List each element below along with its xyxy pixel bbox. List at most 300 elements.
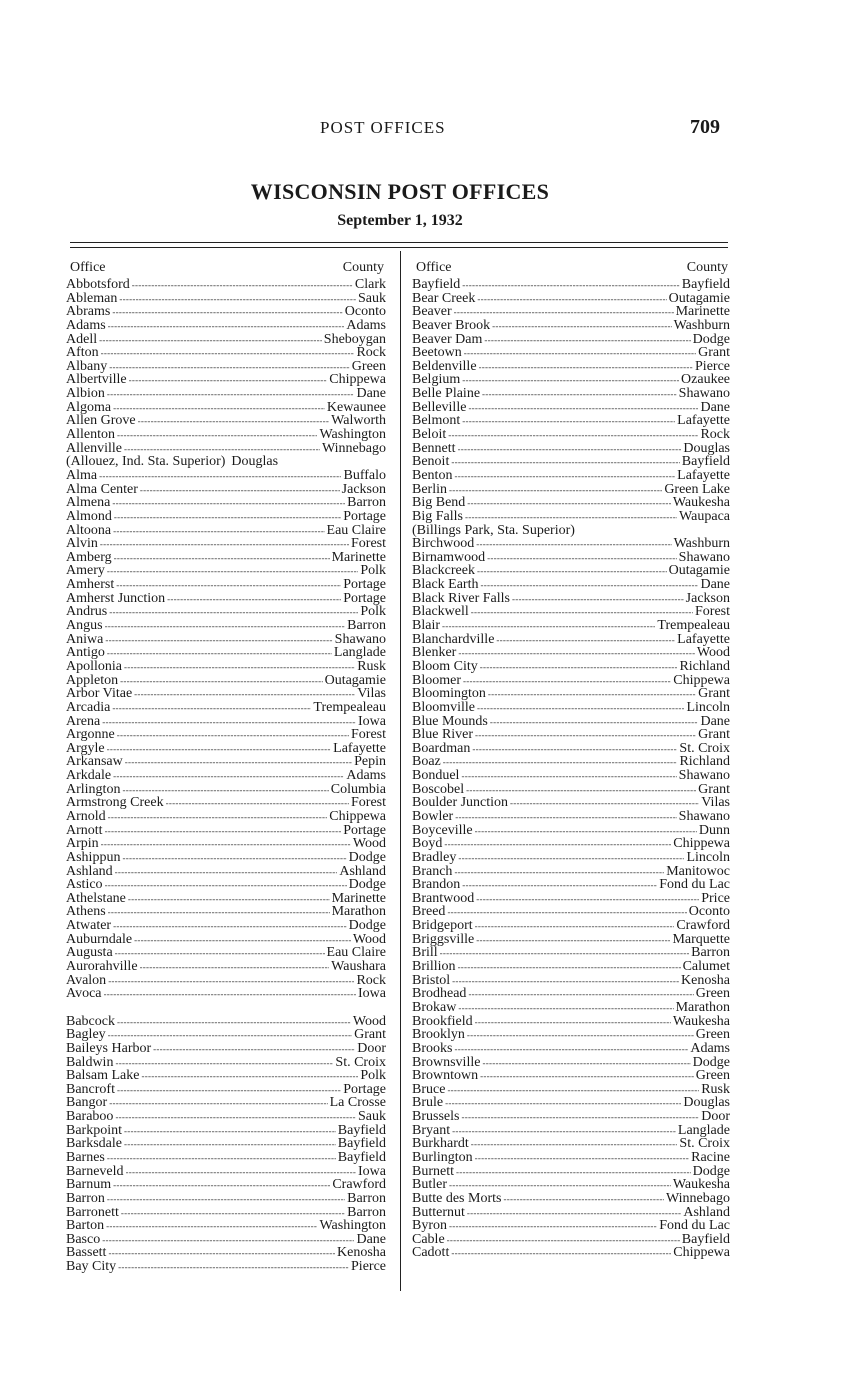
dot-leader bbox=[109, 605, 358, 620]
county-name: Outagamie bbox=[324, 672, 386, 688]
list-item bbox=[412, 796, 730, 810]
list-item bbox=[412, 905, 730, 919]
county-name: St. Croix bbox=[335, 1054, 386, 1070]
county-name: Grant bbox=[698, 345, 730, 361]
dot-leader bbox=[104, 987, 357, 1002]
dot-leader bbox=[449, 1219, 657, 1234]
county-name: Outagamie bbox=[668, 563, 730, 579]
office-name: Beetown bbox=[412, 345, 462, 361]
list-item bbox=[412, 810, 730, 824]
county-name: Fond du Lac bbox=[659, 877, 730, 893]
office-name: Beldenville bbox=[412, 358, 477, 374]
dot-leader bbox=[475, 919, 675, 934]
list-item bbox=[66, 810, 386, 824]
county-name: Eau Claire bbox=[326, 522, 386, 538]
county-name: Marathon bbox=[675, 999, 730, 1015]
list-item bbox=[412, 1233, 730, 1247]
office-name: Blair bbox=[412, 618, 440, 634]
dot-leader bbox=[106, 1219, 317, 1234]
county-name: Rock bbox=[700, 427, 730, 443]
county-name: Shawano bbox=[334, 631, 386, 647]
county-name: Green bbox=[695, 1068, 730, 1084]
list-item bbox=[66, 360, 386, 374]
county-name: Waushara bbox=[331, 959, 386, 975]
office-name: Boscobel bbox=[412, 781, 465, 797]
list-item bbox=[412, 674, 730, 688]
office-name: Barronett bbox=[66, 1204, 119, 1220]
dot-leader bbox=[108, 1246, 335, 1261]
office-name: Benoit bbox=[412, 454, 450, 470]
dot-leader bbox=[487, 551, 677, 566]
list-item bbox=[66, 769, 386, 783]
dot-leader bbox=[107, 564, 358, 579]
office-name: Boyd bbox=[412, 836, 443, 852]
dot-leader bbox=[484, 333, 690, 348]
list-item bbox=[66, 469, 386, 483]
office-name: Cable bbox=[412, 1231, 445, 1247]
dot-leader bbox=[141, 1069, 358, 1084]
county-name: Rock bbox=[356, 972, 386, 988]
list-item bbox=[412, 551, 730, 565]
county-name: Forest bbox=[351, 536, 386, 552]
dot-leader bbox=[477, 292, 666, 307]
dot-leader bbox=[113, 401, 325, 416]
dot-leader bbox=[461, 1110, 699, 1125]
office-name: Angus bbox=[66, 618, 103, 634]
county-name: Bayfield bbox=[681, 1231, 730, 1247]
dot-leader bbox=[444, 837, 671, 852]
dot-leader bbox=[447, 1083, 699, 1098]
dot-leader bbox=[456, 1165, 691, 1180]
office-name: Burnett bbox=[412, 1163, 454, 1179]
list-item bbox=[412, 851, 730, 865]
list-item bbox=[412, 1015, 730, 1029]
county-name: Marinette bbox=[331, 549, 386, 565]
county-name: Ashland bbox=[339, 863, 386, 879]
office-name: Almena bbox=[66, 495, 111, 511]
list-item bbox=[66, 428, 386, 442]
office-name: Brownsville bbox=[412, 1054, 481, 1070]
county-name: Shawano bbox=[678, 549, 730, 565]
office-name: Armstrong Creek bbox=[66, 795, 164, 811]
office-name: Barnum bbox=[66, 1177, 112, 1193]
header-rule-top bbox=[70, 242, 728, 243]
office-name: Blue River bbox=[412, 727, 474, 743]
office-name: Arena bbox=[66, 713, 101, 729]
county-name: Winnebago bbox=[322, 440, 386, 456]
office-name: Athelstane bbox=[66, 890, 126, 906]
office-name: Bristol bbox=[412, 972, 451, 988]
dot-leader bbox=[105, 878, 347, 893]
office-name: Branch bbox=[412, 863, 453, 879]
office-name: Allen Grove bbox=[66, 413, 136, 429]
office-name: Amherst Junction bbox=[66, 590, 166, 606]
county-name: Trempealeau bbox=[657, 618, 730, 634]
office-name: Bloomer bbox=[412, 672, 461, 688]
dot-leader bbox=[477, 701, 684, 716]
dot-leader bbox=[108, 810, 328, 825]
office-name: Alvin bbox=[66, 536, 98, 552]
list-item bbox=[412, 319, 730, 333]
list-item bbox=[412, 974, 730, 988]
dot-leader bbox=[105, 633, 332, 648]
dot-leader bbox=[140, 960, 330, 975]
list-item bbox=[412, 824, 730, 838]
dot-leader bbox=[113, 1178, 330, 1193]
county-name: Oconto bbox=[344, 304, 386, 320]
office-name: Beaver bbox=[412, 304, 452, 320]
list-item bbox=[66, 1069, 386, 1083]
county-name: Pierce bbox=[351, 1259, 386, 1275]
list-item bbox=[412, 278, 730, 292]
list-item bbox=[66, 1219, 386, 1233]
office-name: Aniwa bbox=[66, 631, 104, 647]
dot-leader bbox=[475, 824, 697, 839]
list-item bbox=[66, 1056, 386, 1070]
right-column-header bbox=[412, 260, 730, 278]
list-item bbox=[412, 564, 730, 578]
dot-leader bbox=[455, 810, 676, 825]
county-name: Trempealeau bbox=[313, 699, 386, 715]
county-name: Kenosha bbox=[337, 1245, 386, 1261]
office-name: (Allouez, Ind. Sta. Superior) bbox=[66, 454, 226, 470]
list-item bbox=[66, 687, 386, 701]
list-item bbox=[412, 496, 730, 510]
list-item bbox=[412, 455, 730, 469]
office-name: Astico bbox=[66, 877, 103, 893]
right-column-rows bbox=[412, 278, 730, 1260]
office-name: Blackwell bbox=[412, 604, 469, 620]
county-name: Vilas bbox=[701, 795, 730, 811]
county-name: Rusk bbox=[701, 1081, 730, 1097]
county-name: Dodge bbox=[692, 1163, 730, 1179]
list-item bbox=[66, 1028, 386, 1042]
dot-leader bbox=[118, 1260, 349, 1275]
office-name: Adams bbox=[66, 317, 106, 333]
county-name: Grant bbox=[698, 686, 730, 702]
office-name: Bridgeport bbox=[412, 918, 473, 934]
county-name: Portage bbox=[343, 577, 386, 593]
county-name: Barron bbox=[347, 1190, 386, 1206]
list-item bbox=[66, 524, 386, 538]
dot-leader bbox=[447, 905, 686, 920]
office-name: Bloomville bbox=[412, 699, 475, 715]
list-item bbox=[66, 537, 386, 551]
office-name: Allenville bbox=[66, 440, 122, 456]
dot-leader bbox=[113, 769, 344, 784]
office-name: Baileys Harbor bbox=[66, 1040, 152, 1056]
county-name: Marinette bbox=[675, 304, 730, 320]
county-name: Waukesha bbox=[672, 1177, 730, 1193]
county-name: Lincoln bbox=[686, 699, 730, 715]
list-item bbox=[66, 892, 386, 906]
dot-leader bbox=[113, 919, 347, 934]
dot-leader bbox=[101, 837, 351, 852]
county-name: Chippewa bbox=[329, 372, 386, 388]
page-subtitle: September 1, 1932 bbox=[337, 212, 463, 229]
dot-leader bbox=[107, 1151, 336, 1166]
dot-leader bbox=[480, 660, 678, 675]
county-name: St. Croix bbox=[679, 740, 730, 756]
county-name: Eau Claire bbox=[326, 945, 386, 961]
county-name: Dane bbox=[700, 713, 730, 729]
county-name: Chippewa bbox=[673, 836, 730, 852]
county-name: Iowa bbox=[358, 713, 386, 729]
list-item bbox=[412, 1137, 730, 1151]
list-item bbox=[412, 660, 730, 674]
county-name: Jackson bbox=[685, 590, 730, 606]
county-name: Columbia bbox=[330, 781, 386, 797]
office-name: Appleton bbox=[66, 672, 119, 688]
list-item bbox=[412, 837, 730, 851]
county-name: Clark bbox=[354, 277, 386, 292]
county-name: Waukesha bbox=[672, 495, 730, 511]
county-name: Racine bbox=[691, 1150, 730, 1165]
office-name: Benton bbox=[412, 467, 453, 483]
list-item bbox=[412, 933, 730, 947]
dot-leader bbox=[479, 360, 693, 375]
office-name: Allenton bbox=[66, 427, 115, 443]
list-item bbox=[412, 728, 730, 742]
dot-leader bbox=[114, 510, 341, 525]
list-item bbox=[412, 946, 730, 960]
list-item bbox=[412, 987, 730, 1001]
office-name: Belmont bbox=[412, 413, 461, 429]
county-name: Waupaca bbox=[679, 508, 730, 524]
dot-leader bbox=[468, 401, 698, 416]
list-item bbox=[66, 278, 386, 292]
office-name: Arnold bbox=[66, 808, 106, 824]
office-name: Afton bbox=[66, 345, 99, 361]
page-title: WISCONSIN POST OFFICES bbox=[250, 179, 550, 204]
list-item bbox=[66, 455, 386, 469]
office-name: Burkhardt bbox=[412, 1136, 469, 1152]
county-name: Iowa bbox=[358, 1163, 386, 1179]
county-name: St. Croix bbox=[679, 1136, 730, 1152]
county-name: Marquette bbox=[672, 931, 730, 947]
dot-leader bbox=[475, 1015, 671, 1030]
list-item bbox=[66, 987, 386, 1001]
office-name: Arlington bbox=[66, 781, 121, 797]
dot-leader bbox=[462, 278, 680, 293]
dot-leader bbox=[462, 878, 657, 893]
list-item bbox=[66, 1151, 386, 1165]
county-name: Douglas bbox=[683, 1095, 730, 1111]
list-item bbox=[412, 1151, 730, 1165]
dot-leader bbox=[112, 701, 311, 716]
county-name: Washington bbox=[319, 1218, 386, 1234]
office-name: Brill bbox=[412, 945, 438, 961]
office-name: Burlington bbox=[412, 1150, 473, 1165]
list-item bbox=[412, 537, 730, 551]
dot-leader bbox=[445, 1096, 681, 1111]
list-item bbox=[66, 1165, 386, 1179]
office-name: Baraboo bbox=[66, 1109, 114, 1125]
list-item bbox=[66, 1124, 386, 1138]
dot-leader bbox=[129, 373, 328, 388]
list-item bbox=[412, 1042, 730, 1056]
list-item bbox=[412, 1206, 730, 1220]
list-item bbox=[412, 1001, 730, 1015]
county-name: Adams bbox=[346, 317, 386, 333]
dot-leader bbox=[107, 646, 332, 661]
office-name: Aurorahville bbox=[66, 959, 138, 975]
county-name: Calumet bbox=[682, 959, 730, 975]
header-rule-bottom bbox=[70, 247, 728, 248]
page-number: 709 bbox=[690, 116, 720, 138]
county-name: Dodge bbox=[348, 849, 386, 865]
county-name: Richland bbox=[679, 754, 730, 770]
office-name: Bruce bbox=[412, 1081, 446, 1097]
office-name: Amberg bbox=[66, 549, 112, 565]
county-name: Forest bbox=[351, 727, 386, 743]
office-name: Butternut bbox=[412, 1204, 465, 1220]
county-name: Green bbox=[351, 358, 386, 374]
office-name: Auburndale bbox=[66, 931, 133, 947]
dot-leader bbox=[463, 674, 671, 689]
list-item bbox=[412, 387, 730, 401]
office-name: Antigo bbox=[66, 645, 105, 661]
dot-leader bbox=[476, 537, 671, 552]
office-name: Arcadia bbox=[66, 699, 111, 715]
office-name: Barnes bbox=[66, 1150, 105, 1165]
office-name: Argonne bbox=[66, 727, 115, 743]
dot-leader bbox=[115, 1056, 333, 1071]
office-name: Bryant bbox=[412, 1122, 451, 1138]
office-name: Avoca bbox=[66, 986, 102, 1002]
county-name: Polk bbox=[360, 563, 386, 579]
office-name: Bear Creek bbox=[412, 290, 476, 306]
county-name: Chippewa bbox=[673, 672, 730, 688]
office-name: Bonduel bbox=[412, 768, 460, 784]
county-name: Chippewa bbox=[673, 1245, 730, 1261]
list-item bbox=[66, 346, 386, 360]
county-name: Forest bbox=[351, 795, 386, 811]
dot-leader bbox=[113, 524, 324, 539]
dot-leader bbox=[449, 483, 662, 498]
county-name: Dodge bbox=[348, 877, 386, 893]
office-name: Brodhead bbox=[412, 986, 467, 1002]
list-item bbox=[66, 824, 386, 838]
dot-leader bbox=[480, 578, 698, 593]
office-name: Breed bbox=[412, 904, 446, 920]
left-column bbox=[66, 260, 386, 1274]
dot-leader bbox=[124, 1137, 336, 1152]
dot-leader bbox=[109, 1096, 327, 1111]
list-item bbox=[412, 428, 730, 442]
list-item bbox=[66, 496, 386, 510]
list-item bbox=[66, 728, 386, 742]
list-item bbox=[66, 387, 386, 401]
list-item bbox=[66, 1015, 386, 1029]
dot-leader bbox=[462, 414, 675, 429]
county-name: Kenosha bbox=[681, 972, 730, 988]
dot-leader bbox=[482, 1056, 690, 1071]
county-name: Walworth bbox=[331, 413, 386, 429]
list-item bbox=[66, 442, 386, 456]
county-name: Marinette bbox=[331, 890, 386, 906]
list-item bbox=[412, 701, 730, 715]
dot-leader bbox=[108, 905, 330, 920]
list-item bbox=[66, 674, 386, 688]
office-name: Basco bbox=[66, 1231, 101, 1247]
county-name: Polk bbox=[360, 1068, 386, 1084]
list-item bbox=[412, 633, 730, 647]
list-item bbox=[66, 919, 386, 933]
office-name: Arbor Vitae bbox=[66, 686, 133, 702]
office-name: Bayfield bbox=[412, 277, 461, 292]
office-name: Black Earth bbox=[412, 577, 479, 593]
office-name: Almond bbox=[66, 508, 112, 524]
county-name: Green bbox=[695, 1027, 730, 1043]
office-name: Beaver Dam bbox=[412, 331, 483, 347]
office-name: Arkdale bbox=[66, 768, 112, 784]
list-item bbox=[412, 960, 730, 974]
office-name: Berlin bbox=[412, 481, 447, 497]
list-item bbox=[412, 742, 730, 756]
office-name: Boulder Junction bbox=[412, 795, 509, 811]
office-name: Babcock bbox=[66, 1013, 115, 1029]
list-item bbox=[66, 783, 386, 797]
county-name: Bayfield bbox=[681, 277, 730, 292]
list-item bbox=[412, 1246, 730, 1260]
office-name: Boardman bbox=[412, 740, 471, 756]
county-name: Chippewa bbox=[329, 808, 386, 824]
dot-leader bbox=[490, 715, 699, 730]
list-item bbox=[66, 373, 386, 387]
list-item bbox=[66, 633, 386, 647]
list-item bbox=[66, 1178, 386, 1192]
left-column-header bbox=[66, 260, 386, 278]
column-divider bbox=[400, 251, 401, 1291]
list-item bbox=[412, 373, 730, 387]
dot-leader bbox=[482, 387, 677, 402]
dot-leader bbox=[443, 755, 678, 770]
dot-leader bbox=[467, 496, 671, 511]
dot-leader bbox=[496, 633, 675, 648]
list-item bbox=[66, 292, 386, 306]
office-name: Adell bbox=[66, 331, 98, 347]
list-item bbox=[66, 305, 386, 319]
dot-leader bbox=[461, 769, 676, 784]
list-item bbox=[412, 769, 730, 783]
office-name: Butte des Morts bbox=[412, 1190, 502, 1206]
county-name: Douglas bbox=[683, 440, 730, 456]
list-item bbox=[412, 619, 730, 633]
county-name: Bayfield bbox=[337, 1150, 386, 1165]
county-name: Grant bbox=[698, 781, 730, 797]
dot-leader bbox=[448, 428, 698, 443]
dot-leader bbox=[454, 1042, 688, 1057]
list-item bbox=[66, 605, 386, 619]
office-name: Ableman bbox=[66, 290, 118, 306]
list-item bbox=[412, 687, 730, 701]
office-name: Apollonia bbox=[66, 658, 122, 674]
dot-leader bbox=[115, 1110, 356, 1125]
office-name: Altoona bbox=[66, 522, 112, 538]
list-item bbox=[66, 1083, 386, 1097]
office-name: Brussels bbox=[412, 1109, 460, 1125]
list-item bbox=[412, 1096, 730, 1110]
dot-leader bbox=[112, 496, 345, 511]
county-name: Grant bbox=[698, 727, 730, 743]
list-item bbox=[412, 919, 730, 933]
office-name: Balsam Lake bbox=[66, 1068, 140, 1084]
county-name: Sauk bbox=[358, 290, 386, 306]
dot-leader bbox=[120, 674, 322, 689]
dot-leader bbox=[134, 933, 351, 948]
office-name: Byron bbox=[412, 1218, 447, 1234]
